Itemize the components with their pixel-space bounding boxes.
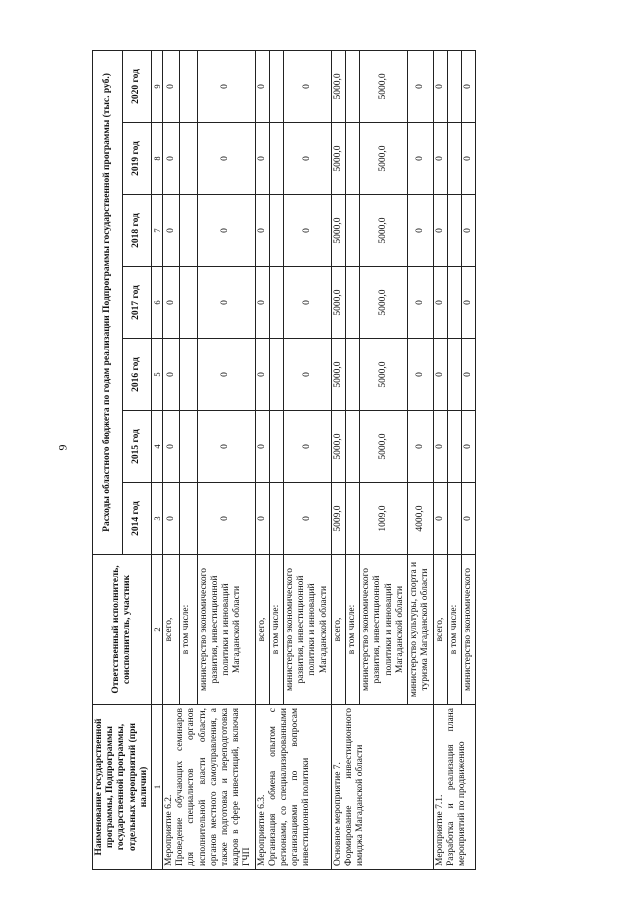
budget-value-cell: [346, 339, 360, 411]
budget-value-cell: 0: [163, 123, 180, 195]
header-year: 2014 год: [122, 483, 152, 555]
budget-value-cell: 0: [433, 123, 447, 195]
table-row: [433, 50, 447, 869]
budget-value-cell: 5000,0: [331, 50, 345, 122]
budget-value-cell: 0: [461, 123, 475, 195]
budget-value-cell: [269, 123, 283, 195]
executor-cell: в том числе:: [346, 555, 360, 705]
activity-name-cell: [433, 705, 476, 870]
executor-cell: министерство культуры, спорта и туризма Магаданской области: [408, 555, 433, 705]
executor-cell: в том числе:: [447, 555, 461, 705]
budget-value-cell: 0: [433, 267, 447, 339]
budget-value-cell: 0: [408, 50, 433, 122]
budget-value-cell: 0: [255, 50, 269, 122]
column-index: 2: [152, 555, 163, 705]
executor-cell: в том числе:: [269, 555, 283, 705]
activity-name-cell: [331, 705, 433, 870]
budget-value-cell: 0: [284, 411, 332, 483]
column-index: 4: [152, 411, 163, 483]
rotated-page-frame: [92, 50, 570, 870]
budget-value-cell: 0: [408, 411, 433, 483]
executor-cell: в том числе:: [180, 555, 197, 705]
budget-value-cell: [180, 50, 197, 122]
budget-value-cell: 0: [433, 50, 447, 122]
column-index: 7: [152, 195, 163, 267]
budget-value-cell: [269, 411, 283, 483]
budget-value-cell: 0: [461, 411, 475, 483]
budget-value-cell: 0: [284, 339, 332, 411]
budget-value-cell: 0: [197, 411, 255, 483]
column-index: 3: [152, 483, 163, 555]
budget-value-cell: 0: [255, 267, 269, 339]
budget-value-cell: 0: [197, 50, 255, 122]
budget-value-cell: [447, 411, 461, 483]
budget-value-cell: 0: [408, 195, 433, 267]
budget-value-cell: [447, 483, 461, 555]
budget-value-cell: [180, 195, 197, 267]
budget-value-cell: 0: [163, 483, 180, 555]
budget-value-cell: 0: [408, 339, 433, 411]
budget-table: [92, 50, 476, 870]
budget-value-cell: 0: [255, 483, 269, 555]
budget-value-cell: [447, 123, 461, 195]
budget-value-cell: 0: [461, 339, 475, 411]
budget-value-cell: 0: [163, 411, 180, 483]
rotated-table-container: [92, 50, 570, 870]
page-number: 9: [55, 444, 70, 451]
executor-cell: министерство экономического развития, инвестиционной политики и инноваций Магаданской области: [197, 555, 255, 705]
budget-value-cell: 0: [461, 50, 475, 122]
budget-value-cell: 0: [461, 483, 475, 555]
column-index: 6: [152, 267, 163, 339]
table-row: [331, 50, 345, 869]
budget-value-cell: 0: [163, 267, 180, 339]
budget-value-cell: 5000,0: [360, 50, 408, 122]
budget-value-cell: 5000,0: [331, 267, 345, 339]
activity-description: Разработка и реализация плана мероприятий по продвижению: [445, 708, 467, 866]
budget-value-cell: 5000,0: [360, 123, 408, 195]
budget-value-cell: 0: [284, 267, 332, 339]
executor-cell: всего,: [163, 555, 180, 705]
budget-value-cell: [447, 195, 461, 267]
executor-cell: всего,: [255, 555, 269, 705]
budget-value-cell: [269, 483, 283, 555]
header-name-column: Наименование государственной программы, Подпрограммы государственной программы, отдельных мероприятий (при наличии): [93, 705, 152, 870]
budget-value-cell: 4000,0: [408, 483, 433, 555]
executor-cell: всего,: [433, 555, 447, 705]
budget-value-cell: 0: [255, 339, 269, 411]
budget-value-cell: 0: [197, 195, 255, 267]
budget-value-cell: [346, 411, 360, 483]
budget-value-cell: 0: [163, 195, 180, 267]
header-budget-group: Расходы областного бюджета по годам реализации Подпрограммы государственной программы (тыс. руб.): [93, 50, 123, 554]
executor-cell: министерство экономического развития, инвестиционной политики и инноваций Магаданской области: [284, 555, 332, 705]
budget-value-cell: 0: [433, 411, 447, 483]
budget-value-cell: [180, 267, 197, 339]
budget-value-cell: [180, 483, 197, 555]
budget-value-cell: 0: [408, 267, 433, 339]
activity-title: Мероприятие 6.2.: [164, 794, 175, 866]
budget-value-cell: [447, 50, 461, 122]
budget-value-cell: 0: [461, 267, 475, 339]
budget-value-cell: [447, 339, 461, 411]
activity-title: Мероприятие 7.1.: [434, 794, 445, 866]
header-year: 2016 год: [122, 339, 152, 411]
budget-value-cell: 0: [197, 483, 255, 555]
budget-value-cell: 5000,0: [331, 123, 345, 195]
budget-value-cell: 5000,0: [360, 339, 408, 411]
activity-name-cell: [255, 705, 331, 870]
budget-value-cell: 0: [197, 123, 255, 195]
budget-value-cell: 0: [284, 123, 332, 195]
budget-value-cell: [346, 483, 360, 555]
column-index: 8: [152, 123, 163, 195]
budget-value-cell: [269, 339, 283, 411]
budget-value-cell: [346, 195, 360, 267]
column-index-row: [152, 50, 163, 869]
budget-value-cell: [269, 50, 283, 122]
budget-value-cell: 5000,0: [360, 195, 408, 267]
budget-value-cell: 0: [197, 339, 255, 411]
budget-value-cell: 0: [197, 267, 255, 339]
budget-value-cell: [269, 195, 283, 267]
budget-value-cell: 0: [163, 50, 180, 122]
budget-value-cell: [180, 339, 197, 411]
budget-value-cell: 0: [433, 339, 447, 411]
activity-title: Мероприятие 6.3.: [256, 794, 267, 866]
activity-description: Организация обмена опытом с регионами, со специализированными организациями по вопросам инвестиционной политики: [267, 708, 312, 866]
budget-value-cell: 0: [433, 483, 447, 555]
budget-value-cell: 0: [255, 195, 269, 267]
header-year: 2019 год: [122, 123, 152, 195]
activity-title: Основное мероприятие 7.: [332, 762, 343, 866]
budget-value-cell: 0: [284, 195, 332, 267]
table-row: [255, 50, 269, 869]
activity-description: Проведение обучающих семинаров для специалистов органов исполнительной власти области, органов местного самоуправления, а также подготовка и переподготовка кадров в сфере инвестиций, включая ГЧП: [175, 708, 253, 866]
budget-value-cell: 0: [163, 339, 180, 411]
budget-value-cell: 5000,0: [331, 195, 345, 267]
budget-value-cell: 5009,0: [331, 483, 345, 555]
budget-value-cell: [180, 411, 197, 483]
header-executor-column: Ответственный исполнитель, соисполнитель, участник: [93, 555, 152, 705]
budget-value-cell: 0: [255, 123, 269, 195]
budget-value-cell: 5000,0: [331, 339, 345, 411]
budget-value-cell: 5000,0: [331, 411, 345, 483]
header-year: 2017 год: [122, 267, 152, 339]
budget-value-cell: 0: [284, 50, 332, 122]
budget-value-cell: 1009,0: [360, 483, 408, 555]
table-header: [93, 50, 163, 869]
budget-value-cell: [180, 123, 197, 195]
column-index: 1: [152, 705, 163, 870]
header-year: 2015 год: [122, 411, 152, 483]
budget-value-cell: [346, 123, 360, 195]
table-row: [163, 50, 180, 869]
activity-description: Формирование инвестиционного имиджа Магаданской области: [344, 708, 366, 866]
budget-value-cell: 0: [433, 195, 447, 267]
budget-value-cell: 5000,0: [360, 411, 408, 483]
executor-cell: министерство экономического развития, инвестиционной политики и инноваций Магаданской области: [360, 555, 408, 705]
budget-value-cell: 0: [408, 123, 433, 195]
budget-value-cell: 0: [255, 411, 269, 483]
header-year: 2020 год: [122, 50, 152, 122]
executor-cell: министерство экономического: [461, 555, 475, 705]
budget-value-cell: [346, 267, 360, 339]
column-index: 9: [152, 50, 163, 122]
table-body: [163, 50, 476, 869]
budget-value-cell: [346, 50, 360, 122]
budget-value-cell: 0: [461, 195, 475, 267]
executor-cell: всего,: [331, 555, 345, 705]
column-index: 5: [152, 339, 163, 411]
budget-value-cell: 0: [284, 483, 332, 555]
budget-value-cell: [447, 267, 461, 339]
budget-value-cell: [269, 267, 283, 339]
activity-name-cell: [163, 705, 256, 870]
budget-value-cell: 5000,0: [360, 267, 408, 339]
header-year: 2018 год: [122, 195, 152, 267]
